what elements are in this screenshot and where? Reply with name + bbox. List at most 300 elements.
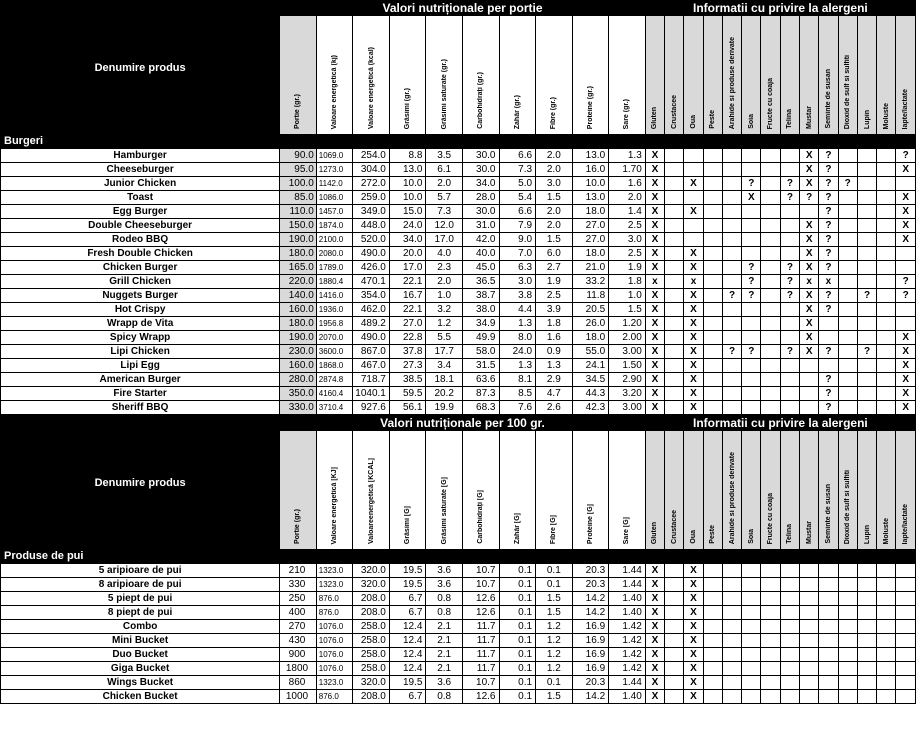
- allergen-cell: [877, 606, 896, 620]
- cell-zah-r-g: 0.1: [499, 662, 536, 676]
- product-name: Nuggets Burger: [1, 289, 280, 303]
- nutrition-column-header: [280, 16, 317, 135]
- cell-sare-gr: 1.9: [609, 261, 646, 275]
- allergen-cell: [896, 662, 916, 676]
- column-header-label: Moluste: [882, 102, 890, 129]
- allergen-cell: [780, 359, 799, 373]
- allergen-cell: [722, 317, 741, 331]
- allergen-cell: [703, 662, 722, 676]
- cell-sare-gr: 2.5: [609, 219, 646, 233]
- column-header-label: Valoareenergetică [KCAL]: [367, 458, 375, 544]
- product-name-header: Denumire produs: [1, 1, 280, 135]
- cell-proteine-g: 20.3: [572, 676, 609, 690]
- allergen-cell: [896, 261, 916, 275]
- cell-gr-simi-saturate-gr: 4.0: [426, 247, 463, 261]
- cell-fibre-gr: 2.5: [536, 289, 573, 303]
- cell-valoare-energetic-kj: 1956.8: [316, 317, 353, 331]
- product-name: 8 piept de pui: [1, 606, 280, 620]
- column-header-label: Carbohidrați [G]: [477, 490, 485, 544]
- allergen-cell: ?: [819, 219, 838, 233]
- column-header-label: Telina: [786, 524, 794, 544]
- cell-valoare-energetic-kj: 1076.0: [316, 634, 353, 648]
- allergen-cell: X: [800, 331, 819, 345]
- cell-valoare-energetic-kcal: 470.1: [353, 275, 390, 289]
- cell-zah-r-g: 0.1: [499, 564, 536, 578]
- cell-gr-simi-g: 19.5: [389, 676, 426, 690]
- allergen-cell: [800, 205, 819, 219]
- cell-zah-r-gr: 5.4: [499, 191, 536, 205]
- allergen-cell: [665, 578, 684, 592]
- allergen-cell: [819, 359, 838, 373]
- cell-carbohidra-i-g: 11.7: [462, 634, 499, 648]
- cell-proteine-gr: 18.0: [572, 331, 609, 345]
- cell-carbohidra-i-gr: 87.3: [462, 387, 499, 401]
- allergen-cell: x: [800, 275, 819, 289]
- cell-gr-simi-saturate-gr: 17.7: [426, 345, 463, 359]
- allergen-cell: [819, 606, 838, 620]
- cell-valoare-energetic-kj: 1880.4: [316, 275, 353, 289]
- column-header-label: Telina: [786, 109, 794, 129]
- allergen-cell: [877, 177, 896, 191]
- allergen-cell: [722, 634, 741, 648]
- cell-gr-simi-g: 12.4: [389, 634, 426, 648]
- table-row: [1, 191, 916, 205]
- product-name: Spicy Wrapp: [1, 331, 280, 345]
- cell-zah-r-gr: 3.8: [499, 289, 536, 303]
- allergen-cell: ?: [819, 163, 838, 177]
- column-header-label: Crustacee: [670, 510, 678, 544]
- product-name: Cheeseburger: [1, 163, 280, 177]
- cell-fibre-gr: 1.8: [536, 317, 573, 331]
- cell-gr-simi-saturate-g: 2.1: [426, 620, 463, 634]
- table-row: [1, 261, 916, 275]
- cell-gr-simi-gr: 20.0: [389, 247, 426, 261]
- cell-fibre-gr: 1.5: [536, 233, 573, 247]
- section-header: Produse de pui: [1, 550, 916, 564]
- cell-zah-r-g: 0.1: [499, 620, 536, 634]
- allergen-cell: X: [684, 345, 703, 359]
- allergen-cell: [800, 662, 819, 676]
- allergen-column-header: [838, 431, 857, 550]
- table2-nutrition-table: [0, 415, 916, 704]
- allergen-cell: [761, 149, 780, 163]
- allergen-cell: [896, 177, 916, 191]
- cell-fibre-gr: 4.7: [536, 387, 573, 401]
- table-row: [1, 606, 916, 620]
- column-header-label: Dioxid de sulf si sulfiti: [844, 469, 852, 544]
- cell-valoareenergetic-kcal: 258.0: [353, 648, 390, 662]
- allergen-cell: X: [645, 261, 664, 275]
- allergen-cell: [742, 219, 761, 233]
- allergen-cell: [761, 620, 780, 634]
- allergen-cell: [896, 676, 916, 690]
- cell-zah-r-gr: 6.3: [499, 261, 536, 275]
- column-header-label: Lupin: [863, 109, 871, 129]
- cell-gr-simi-gr: 34.0: [389, 233, 426, 247]
- column-header-label: Portie (gr.): [294, 93, 302, 129]
- product-name: Wrapp de Vita: [1, 317, 280, 331]
- allergen-cell: X: [684, 648, 703, 662]
- column-header-label: Oua: [689, 530, 697, 544]
- table-row: [1, 373, 916, 387]
- cell-gr-simi-saturate-gr: 20.2: [426, 387, 463, 401]
- allergen-column-header: [857, 431, 876, 550]
- cell-portie-gr: 330.0: [280, 401, 317, 415]
- product-name: Rodeo BBQ: [1, 233, 280, 247]
- cell-valoare-energetic-kj: 876.0: [316, 606, 353, 620]
- cell-gr-simi-saturate-gr: 1.2: [426, 317, 463, 331]
- cell-fibre-gr: 2.7: [536, 261, 573, 275]
- product-name: Lipi Egg: [1, 359, 280, 373]
- cell-zah-r-gr: 8.5: [499, 387, 536, 401]
- cell-valoare-energetic-kj: 1076.0: [316, 662, 353, 676]
- allergen-cell: [857, 359, 876, 373]
- allergen-cell: [684, 191, 703, 205]
- allergen-cell: X: [645, 359, 664, 373]
- allergen-cell: [703, 676, 722, 690]
- allergen-cell: [800, 578, 819, 592]
- allergen-cell: ?: [742, 261, 761, 275]
- cell-valoare-energetic-kcal: 490.0: [353, 331, 390, 345]
- allergen-cell: [857, 606, 876, 620]
- product-name: American Burger: [1, 373, 280, 387]
- allergen-cell: X: [645, 592, 664, 606]
- column-header-label: Mustar: [805, 106, 813, 129]
- cell-valoare-energetic-kj: 1874.0: [316, 219, 353, 233]
- allergen-cell: X: [684, 634, 703, 648]
- allergen-cell: X: [645, 289, 664, 303]
- cell-portie-gr: 900: [280, 648, 317, 662]
- allergen-cell: [838, 233, 857, 247]
- cell-carbohidra-i-gr: 30.0: [462, 205, 499, 219]
- cell-valoare-energetic-kj: 1086.0: [316, 191, 353, 205]
- allergen-cell: [703, 177, 722, 191]
- allergen-cell: [877, 219, 896, 233]
- column-header-label: Soia: [747, 529, 755, 544]
- cell-gr-simi-gr: 56.1: [389, 401, 426, 415]
- cell-zah-r-gr: 1.3: [499, 359, 536, 373]
- cell-sare-gr: 1.50: [609, 359, 646, 373]
- allergen-cell: [838, 247, 857, 261]
- allergen-cell: X: [742, 191, 761, 205]
- cell-gr-simi-gr: 27.3: [389, 359, 426, 373]
- cell-proteine-gr: 55.0: [572, 345, 609, 359]
- allergen-cell: [838, 191, 857, 205]
- cell-sare-gr: 3.00: [609, 345, 646, 359]
- nutrition-column-header: [499, 16, 536, 135]
- cell-carbohidra-i-g: 11.7: [462, 648, 499, 662]
- column-header-label: Moluste: [882, 517, 890, 544]
- allergen-column-header: [684, 431, 703, 550]
- allergen-cell: [703, 303, 722, 317]
- allergen-cell: [761, 359, 780, 373]
- allergen-cell: [761, 648, 780, 662]
- allergen-cell: [838, 676, 857, 690]
- cell-fibre-gr: 2.0: [536, 205, 573, 219]
- cell-sare-g: 1.40: [609, 592, 646, 606]
- cell-portie-gr: 160.0: [280, 303, 317, 317]
- allergen-cell: [742, 592, 761, 606]
- cell-portie-gr: 160.0: [280, 359, 317, 373]
- allergen-cell: ?: [819, 345, 838, 359]
- product-name: Giga Bucket: [1, 662, 280, 676]
- allergen-cell: [665, 275, 684, 289]
- allergen-cell: X: [896, 401, 916, 415]
- column-header-label: Mustar: [805, 521, 813, 544]
- cell-proteine-gr: 34.5: [572, 373, 609, 387]
- allergen-cell: [742, 303, 761, 317]
- allergen-cell: [896, 317, 916, 331]
- allergen-column-header: [819, 16, 838, 135]
- allergen-cell: [800, 676, 819, 690]
- allergen-column-header: [761, 431, 780, 550]
- cell-proteine-gr: 13.0: [572, 149, 609, 163]
- cell-fibre-g: 1.2: [536, 648, 573, 662]
- column-header-label: Portie (gr.): [294, 508, 302, 544]
- cell-portie-gr: 1800: [280, 662, 317, 676]
- column-header-label: Valoare energetică (kj): [331, 54, 339, 129]
- cell-valoare-energetic-kj: 3600.0: [316, 345, 353, 359]
- cell-gr-simi-saturate-g: 3.6: [426, 676, 463, 690]
- allergen-cell: X: [800, 289, 819, 303]
- cell-valoare-energetic-kj: 876.0: [316, 690, 353, 704]
- section-header: Burgeri: [1, 135, 916, 149]
- allergen-cell: [780, 606, 799, 620]
- allergen-cell: [877, 401, 896, 415]
- allergen-cell: [703, 331, 722, 345]
- cell-valoare-energetic-kcal: 718.7: [353, 373, 390, 387]
- cell-portie-gr: 1000: [280, 690, 317, 704]
- allergen-cell: [742, 247, 761, 261]
- cell-fibre-g: 0.1: [536, 564, 573, 578]
- cell-valoare-energetic-kcal: 927.6: [353, 401, 390, 415]
- allergen-column-header: [742, 431, 761, 550]
- allergen-cell: [703, 247, 722, 261]
- allergen-cell: [877, 620, 896, 634]
- cell-carbohidra-i-gr: 31.5: [462, 359, 499, 373]
- allergen-cell: [722, 219, 741, 233]
- cell-gr-simi-g: 6.7: [389, 592, 426, 606]
- allergen-cell: [703, 359, 722, 373]
- product-name: Fire Starter: [1, 387, 280, 401]
- allergen-cell: [665, 606, 684, 620]
- table-row: [1, 219, 916, 233]
- cell-fibre-gr: 1.3: [536, 359, 573, 373]
- table-row: [1, 578, 916, 592]
- allergen-group-header: Informatii cu privire la alergeni: [645, 416, 915, 431]
- allergen-cell: ?: [819, 387, 838, 401]
- product-name: Hamburger: [1, 149, 280, 163]
- product-name: Sheriff BBQ: [1, 401, 280, 415]
- allergen-cell: [877, 303, 896, 317]
- allergen-cell: [877, 345, 896, 359]
- cell-carbohidra-i-gr: 40.0: [462, 247, 499, 261]
- allergen-cell: X: [684, 331, 703, 345]
- allergen-cell: [703, 219, 722, 233]
- allergen-cell: [838, 219, 857, 233]
- allergen-cell: [742, 606, 761, 620]
- cell-gr-simi-saturate-gr: 19.9: [426, 401, 463, 415]
- allergen-cell: X: [684, 205, 703, 219]
- column-header-label: Lupin: [863, 524, 871, 544]
- cell-fibre-g: 1.5: [536, 690, 573, 704]
- cell-valoare-energetic-kj: 876.0: [316, 592, 353, 606]
- allergen-column-header: [703, 431, 722, 550]
- allergen-cell: [780, 205, 799, 219]
- allergen-column-header: [645, 16, 664, 135]
- product-name-header: Denumire produs: [1, 416, 280, 550]
- allergen-cell: [703, 606, 722, 620]
- allergen-cell: [877, 289, 896, 303]
- allergen-cell: X: [645, 303, 664, 317]
- allergen-cell: X: [645, 191, 664, 205]
- allergen-cell: [722, 247, 741, 261]
- product-name: Fresh Double Chicken: [1, 247, 280, 261]
- allergen-cell: [838, 331, 857, 345]
- allergen-cell: X: [684, 592, 703, 606]
- cell-carbohidra-i-g: 12.6: [462, 690, 499, 704]
- allergen-cell: ?: [780, 345, 799, 359]
- allergen-cell: [722, 387, 741, 401]
- cell-valoare-energetic-kcal: 490.0: [353, 247, 390, 261]
- cell-gr-simi-saturate-g: 0.8: [426, 592, 463, 606]
- allergen-cell: [742, 387, 761, 401]
- allergen-cell: [703, 191, 722, 205]
- allergen-cell: X: [684, 177, 703, 191]
- cell-fibre-g: 0.1: [536, 578, 573, 592]
- allergen-cell: [665, 401, 684, 415]
- allergen-cell: [703, 401, 722, 415]
- allergen-cell: [877, 373, 896, 387]
- cell-sare-g: 1.42: [609, 648, 646, 662]
- product-name: 5 aripioare de pui: [1, 564, 280, 578]
- allergen-cell: [896, 648, 916, 662]
- column-header-label: Arahide si produse derivate: [728, 36, 736, 129]
- allergen-cell: [684, 149, 703, 163]
- allergen-column-header: [722, 431, 741, 550]
- cell-portie-gr: 400: [280, 606, 317, 620]
- allergen-cell: [761, 592, 780, 606]
- cell-gr-simi-gr: 15.0: [389, 205, 426, 219]
- cell-carbohidra-i-gr: 58.0: [462, 345, 499, 359]
- cell-gr-simi-g: 6.7: [389, 690, 426, 704]
- cell-portie-gr: 210: [280, 564, 317, 578]
- allergen-cell: [761, 690, 780, 704]
- allergen-cell: [780, 219, 799, 233]
- allergen-cell: [722, 648, 741, 662]
- cell-portie-gr: 85.0: [280, 191, 317, 205]
- allergen-cell: X: [645, 331, 664, 345]
- cell-gr-simi-gr: 16.7: [389, 289, 426, 303]
- allergen-cell: [877, 592, 896, 606]
- nutrition-group-header: Valori nutriționale per portie: [280, 1, 646, 16]
- allergen-cell: X: [645, 177, 664, 191]
- allergen-cell: [761, 317, 780, 331]
- allergen-cell: [761, 177, 780, 191]
- nutrition-column-header: [389, 431, 426, 550]
- cell-gr-simi-gr: 38.5: [389, 373, 426, 387]
- allergen-cell: [780, 247, 799, 261]
- cell-gr-simi-gr: 22.1: [389, 275, 426, 289]
- allergen-cell: [665, 149, 684, 163]
- column-header-label: Valoare energetică (kcal): [367, 46, 375, 129]
- allergen-cell: [877, 317, 896, 331]
- allergen-cell: [819, 690, 838, 704]
- allergen-column-header: [857, 16, 876, 135]
- allergen-cell: X: [896, 359, 916, 373]
- allergen-cell: [665, 676, 684, 690]
- allergen-cell: [857, 205, 876, 219]
- allergen-cell: X: [684, 620, 703, 634]
- cell-zah-r-gr: 7.6: [499, 401, 536, 415]
- column-header-label: Sare [G]: [623, 516, 631, 544]
- allergen-cell: [761, 662, 780, 676]
- allergen-cell: X: [645, 163, 664, 177]
- allergen-cell: [800, 634, 819, 648]
- table-row: [1, 303, 916, 317]
- allergen-cell: [761, 163, 780, 177]
- cell-sare-gr: 1.0: [609, 289, 646, 303]
- cell-gr-simi-saturate-gr: 5.5: [426, 331, 463, 345]
- cell-proteine-gr: 13.0: [572, 191, 609, 205]
- cell-fibre-gr: 2.0: [536, 219, 573, 233]
- allergen-cell: [665, 177, 684, 191]
- allergen-cell: ?: [780, 275, 799, 289]
- allergen-cell: [665, 205, 684, 219]
- allergen-cell: X: [800, 317, 819, 331]
- allergen-cell: [857, 177, 876, 191]
- allergen-cell: [800, 387, 819, 401]
- cell-zah-r-gr: 7.3: [499, 163, 536, 177]
- allergen-cell: [780, 662, 799, 676]
- allergen-cell: [877, 564, 896, 578]
- allergen-cell: ?: [722, 289, 741, 303]
- cell-portie-gr: 90.0: [280, 149, 317, 163]
- product-name: Junior Chicken: [1, 177, 280, 191]
- cell-sare-gr: 3.20: [609, 387, 646, 401]
- allergen-cell: [742, 648, 761, 662]
- cell-proteine-gr: 27.0: [572, 219, 609, 233]
- column-header-label: Dioxid de sulf si sulfiti: [844, 54, 852, 129]
- allergen-cell: [722, 205, 741, 219]
- allergen-cell: ?: [780, 261, 799, 275]
- cell-portie-gr: 110.0: [280, 205, 317, 219]
- column-header-label: Valoare energetică [KJ]: [331, 466, 339, 544]
- allergen-cell: X: [645, 578, 664, 592]
- allergen-cell: [722, 149, 741, 163]
- table-row: [1, 289, 916, 303]
- cell-gr-simi-g: 6.7: [389, 606, 426, 620]
- allergen-cell: X: [645, 149, 664, 163]
- allergen-cell: [896, 634, 916, 648]
- cell-sare-gr: 1.70: [609, 163, 646, 177]
- cell-sare-gr: 2.00: [609, 331, 646, 345]
- allergen-cell: ?: [819, 149, 838, 163]
- allergen-cell: [703, 648, 722, 662]
- allergen-column-header: [877, 16, 896, 135]
- allergen-cell: [703, 564, 722, 578]
- cell-sare-gr: 2.90: [609, 373, 646, 387]
- cell-fibre-g: 1.5: [536, 606, 573, 620]
- allergen-cell: X: [800, 177, 819, 191]
- column-header-label: Arahide si produse derivate: [728, 451, 736, 544]
- cell-proteine-gr: 42.3: [572, 401, 609, 415]
- allergen-cell: [665, 303, 684, 317]
- allergen-cell: [665, 387, 684, 401]
- allergen-cell: X: [645, 676, 664, 690]
- table-row: [1, 620, 916, 634]
- allergen-column-header: [645, 431, 664, 550]
